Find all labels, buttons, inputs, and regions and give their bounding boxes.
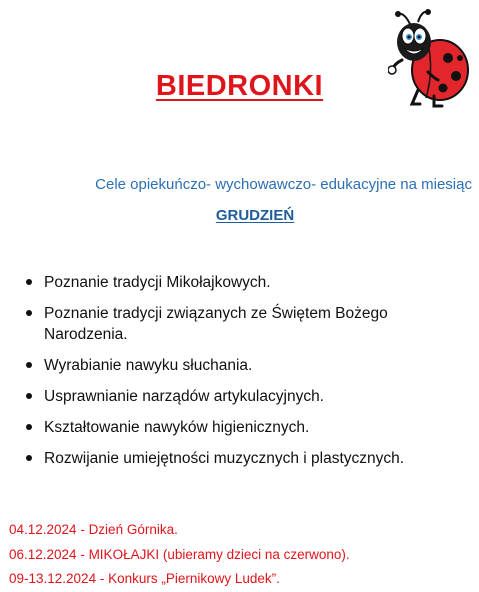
list-item: [26, 272, 466, 293]
subtitle: Cele opiekuńczo- wychowawczo- edukacyjne na miesiąc: [95, 176, 472, 193]
goal-text: Usprawnianie narządów artykulacyjnych.: [44, 388, 324, 405]
bullet-icon: [26, 310, 32, 316]
list-item: [26, 386, 466, 407]
bullet-icon: [26, 393, 32, 399]
goal-text: Poznanie tradycji związanych ze Świętem Bożego Narodzenia.: [44, 305, 388, 343]
list-item: [26, 355, 466, 376]
bullet-icon: [26, 455, 32, 461]
goals-list: [26, 272, 466, 479]
goal-text: Kształtowanie nawyków higienicznych.: [44, 419, 310, 436]
page-title: BIEDRONKI: [155, 70, 324, 102]
list-item: [26, 417, 466, 438]
event-item: 09-13.12.2024 - Konkurs „Piernikowy Ludek”.: [9, 571, 280, 586]
goal-text: Rozwijanie umiejętności muzycznych i plastycznych.: [44, 450, 405, 467]
bullet-icon: [26, 424, 32, 430]
bullet-icon: [26, 362, 32, 368]
event-item: 06.12.2024 - MIKOŁAJKI (ubieramy dzieci na czerwono).: [9, 546, 350, 562]
bullet-icon: [26, 279, 32, 285]
ladybug-icon: [388, 8, 472, 108]
events-list: [9, 518, 350, 592]
event-item: 04.12.2024 - Dzień Górnika.: [9, 522, 178, 537]
month-heading: GRUDZIEŃ: [215, 207, 295, 224]
goal-text: Poznanie tradycji Mikołajkowych.: [44, 274, 271, 291]
list-item: [26, 448, 466, 469]
list-item: [26, 303, 466, 345]
goal-text: Wyrabianie nawyku słuchania.: [44, 357, 253, 374]
